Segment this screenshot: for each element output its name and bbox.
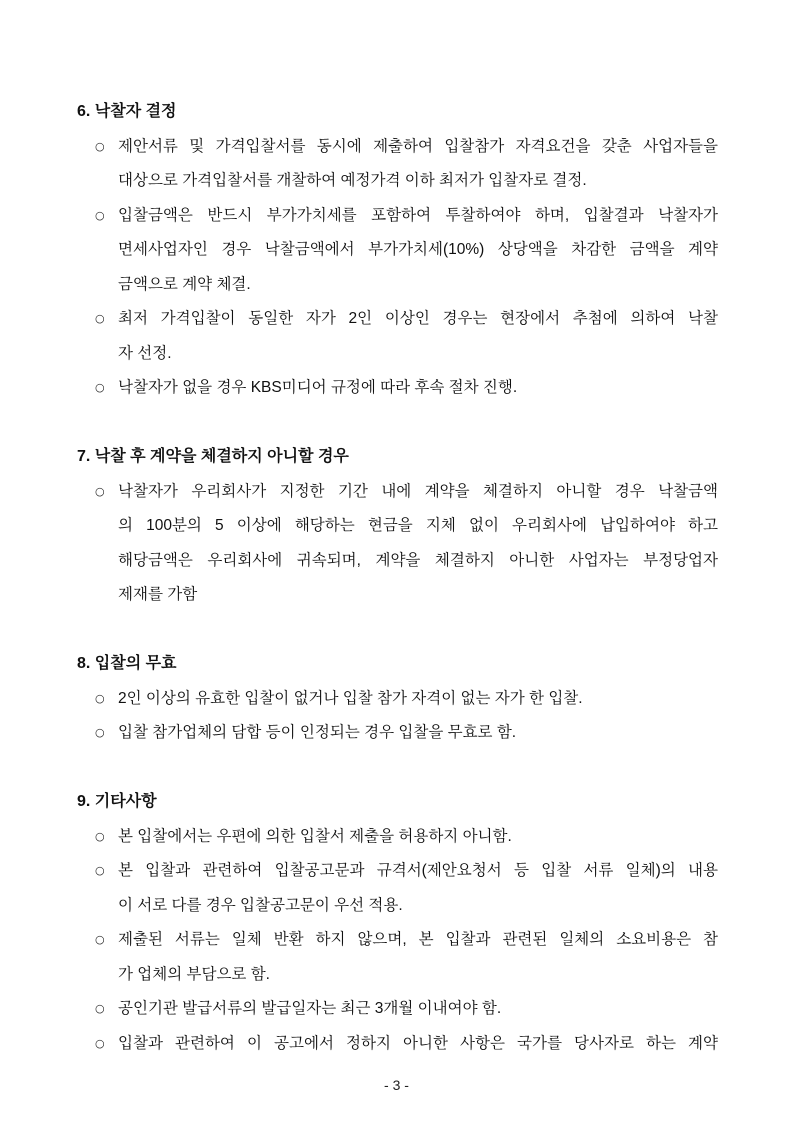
bullet-circle-icon: ○ bbox=[95, 484, 105, 498]
bullet-circle-icon: ○ bbox=[95, 381, 105, 394]
text-line: 최저 가격입찰이 동일한 자가 2인 이상인 경우는 현장에서 추첨에 의하여 낙찰 bbox=[118, 310, 718, 327]
bullet-circle-icon: ○ bbox=[95, 829, 105, 843]
text-line: 공인기관 발급서류의 발급일자는 최근 3개월 이내여야 함. bbox=[118, 1000, 502, 1017]
text-line: 가 업체의 부담으로 함. bbox=[118, 965, 270, 983]
section-9 bbox=[77, 785, 718, 1061]
text-line: 해당금액은 우리회사에 귀속되며, 계약을 체결하지 아니한 사업자는 부정당업자 bbox=[118, 551, 718, 569]
bullet-circle-icon: ○ bbox=[95, 726, 105, 739]
bullet-item bbox=[77, 682, 718, 717]
bullet-item bbox=[77, 199, 718, 303]
text-line: 낙찰자가 우리회사가 지정한 기간 내에 계약을 체결하지 아니할 경우 낙찰금액 bbox=[118, 482, 718, 500]
bullet-item bbox=[77, 302, 718, 371]
section-heading: 7. 낙찰 후 계약을 체결하지 아니할 경우 bbox=[77, 448, 349, 465]
bullet-circle-icon: ○ bbox=[95, 864, 105, 877]
text-line: 대상으로 가격입찰서를 개찰하여 예정가격 이하 최저가 입찰자로 결정. bbox=[118, 172, 587, 189]
bullet-text bbox=[118, 992, 718, 1027]
text-line: 입찰 참가업체의 담합 등이 인정되는 경우 입찰을 무효로 함. bbox=[118, 724, 517, 741]
bullet-item bbox=[77, 820, 718, 855]
text-line: 의 100분의 5 이상에 해당하는 현금을 지체 없이 우리회사에 납입하여야 하고 bbox=[118, 517, 718, 534]
bullet-text bbox=[118, 130, 718, 199]
bullet-circle-icon: ○ bbox=[95, 1002, 105, 1015]
bullet-text bbox=[118, 854, 718, 923]
text-line: 금액으로 계약 체결. bbox=[118, 275, 251, 293]
text-line: 2인 이상의 유효한 입찰이 없거나 입찰 참가 자격이 없는 자가 한 입찰. bbox=[118, 689, 583, 707]
text-line: 제재를 가함 bbox=[118, 586, 198, 603]
bullet-text bbox=[118, 199, 718, 303]
bullet-text bbox=[118, 716, 718, 751]
bullet-circle-icon: ○ bbox=[95, 139, 105, 153]
bullet-text bbox=[118, 923, 718, 992]
bullet-item bbox=[77, 992, 718, 1027]
section-8 bbox=[77, 647, 718, 751]
text-line: 제출된 서류는 일체 반환 하지 않으며, 본 입찰과 관련된 일체의 소요비용은 참 bbox=[118, 931, 718, 948]
bullet-text bbox=[118, 1027, 718, 1062]
bullet-circle-icon: ○ bbox=[95, 691, 105, 705]
bullet-text bbox=[118, 820, 718, 855]
bullet-item bbox=[77, 475, 718, 613]
text-line: 본 입찰에서는 우편에 의한 입찰서 제출을 허용하지 아니함. bbox=[118, 827, 512, 845]
bullet-item bbox=[77, 716, 718, 751]
bullet-text bbox=[118, 371, 718, 406]
bullet-text bbox=[118, 302, 718, 371]
text-line: 입찰금액은 반드시 부가가치세를 포함하여 투찰하여야 하며, 입찰결과 낙찰자가 bbox=[118, 206, 718, 224]
bullet-text bbox=[118, 682, 718, 717]
bullet-item bbox=[77, 371, 718, 406]
section-heading: 9. 기타사항 bbox=[77, 793, 157, 810]
bullet-item bbox=[77, 854, 718, 923]
section-6 bbox=[77, 95, 718, 406]
text-line: 입찰과 관련하여 이 공고에서 정하지 아니한 사항은 국가를 당사자로 하는 계약 bbox=[118, 1034, 718, 1052]
bullet-item bbox=[77, 1027, 718, 1062]
bullet-circle-icon: ○ bbox=[95, 933, 105, 946]
text-line: 제안서류 및 가격입찰서를 동시에 제출하여 입찰참가 자격요건을 갖춘 사업자들을 bbox=[118, 137, 718, 155]
bullet-circle-icon: ○ bbox=[95, 208, 105, 222]
text-line: 본 입찰과 관련하여 입찰공고문과 규격서(제안요청서 등 입찰 서류 일체)의 내용 bbox=[118, 862, 718, 879]
bullet-item bbox=[77, 130, 718, 199]
section-7 bbox=[77, 440, 718, 613]
bullet-text bbox=[118, 475, 718, 613]
section-heading: 6. 낙찰자 결정 bbox=[77, 103, 177, 120]
bullet-item bbox=[77, 923, 718, 992]
text-line: 면세사업자인 경우 낙찰금액에서 부가가치세(10%) 상당액을 차감한 금액을 계약 bbox=[118, 241, 718, 258]
document-body bbox=[77, 95, 718, 1061]
bullet-circle-icon: ○ bbox=[95, 312, 105, 325]
text-line: 자 선정. bbox=[118, 344, 172, 362]
text-line: 낙찰자가 없을 경우 KBS미디어 규정에 따라 후속 절차 진행. bbox=[118, 379, 518, 396]
text-line: 이 서로 다를 경우 입찰공고문이 우선 적용. bbox=[118, 896, 403, 914]
page-number: - 3 - bbox=[384, 1077, 409, 1093]
section-heading: 8. 입찰의 무효 bbox=[77, 655, 177, 672]
bullet-circle-icon: ○ bbox=[95, 1036, 105, 1050]
